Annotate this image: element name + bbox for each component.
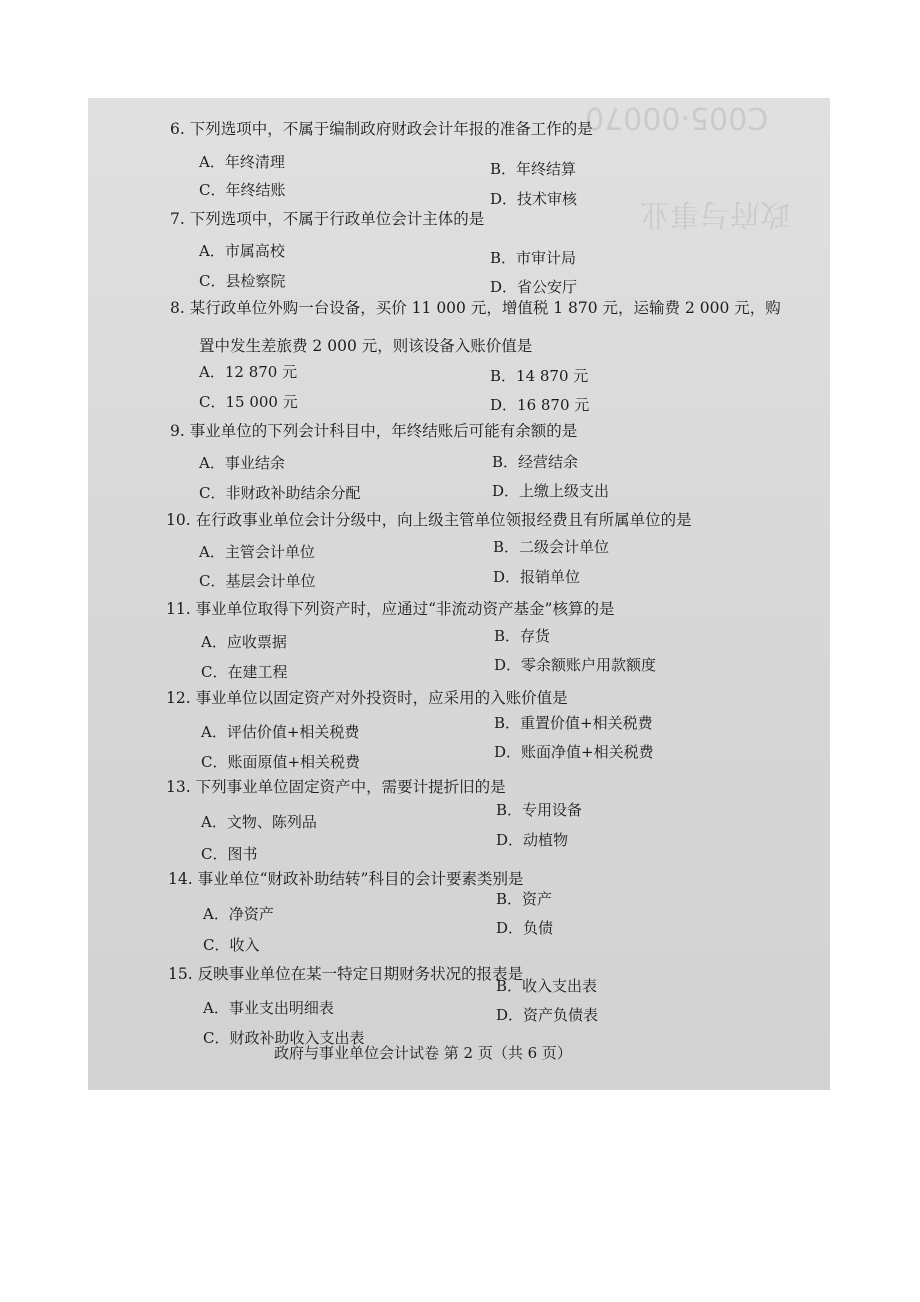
q15-option-d: D．资产负债表 [496,1006,599,1024]
q11-option-c: C．在建工程 [201,663,288,681]
q10-option-c: C．基层会计单位 [199,572,316,590]
question-15: 15. 反映事业单位在某一特定日期财务状况的报表是 [168,965,524,983]
q12-option-b: B．重置价值+相关税费 [494,714,653,732]
q13-option-d: D．动植物 [496,831,569,849]
q14-option-d: D．负债 [496,919,554,937]
question-10: 10. 在行政事业单位会计分级中，向上级主管单位领报经费且有所属单位的是 [166,511,692,529]
q6-option-d: D．技术审核 [490,190,578,208]
question-13: 13. 下列事业单位固定资产中，需要计提折旧的是 [166,778,506,796]
q9-option-b: B．经营结余 [492,453,579,471]
q9-option-c: C．非财政补助结余分配 [199,484,361,502]
q8-option-d: D．16 870 元 [490,396,590,414]
q9-option-a: A．事业结余 [199,454,285,472]
q13-option-c: C．图书 [201,845,258,863]
question-11: 11. 事业单位取得下列资产时，应通过“非流动资产基金”核算的是 [166,600,615,618]
q6-option-a: A．年终清理 [199,153,285,171]
question-9: 9. 事业单位的下列会计科目中，年终结账后可能有余额的是 [170,422,578,440]
q11-option-b: B．存货 [494,627,551,645]
question-8: 8. 某行政单位外购一台设备，买价 11 000 元，增值税 1 870 元，运输费 2 000 元，购 [170,299,781,317]
q7-option-d: D．省公安厅 [490,278,578,296]
q12-option-c: C．账面原值+相关税费 [201,753,361,771]
question-12: 12. 事业单位以固定资产对外投资时，应采用的入账价值是 [166,689,568,707]
q7-option-a: A．市属高校 [199,242,285,260]
q14-option-b: B．资产 [496,890,553,908]
q6-option-b: B．年终结算 [490,160,577,178]
q13-option-b: B．专用设备 [496,801,583,819]
q7-option-c: C．县检察院 [199,272,286,290]
bleed-through-text: 政府与事业 [640,196,790,231]
q15-option-a: A．事业支出明细表 [203,999,334,1017]
q15-option-b: B．收入支出表 [496,977,598,995]
q11-option-d: D．零余额账户用款额度 [494,656,657,674]
q14-option-a: A．净资产 [203,905,274,923]
q10-option-d: D．报销单位 [493,568,581,586]
q8-option-a: A．12 870 元 [199,363,298,381]
q14-option-c: C．收入 [203,936,260,954]
q7-option-b: B．市审计局 [490,249,577,267]
question-14: 14. 事业单位“财政补助结转”科目的会计要素类别是 [168,870,524,888]
page-footer: 政府与事业单位会计试卷 第 2 页（共 6 页） [274,1044,572,1062]
q13-option-a: A．文物、陈列品 [201,813,317,831]
q8-option-c: C．15 000 元 [199,393,298,411]
q12-option-d: D．账面净值+相关税费 [494,743,654,761]
q12-option-a: A．评估价值+相关税费 [201,723,360,741]
q10-option-b: B．二级会计单位 [493,538,610,556]
question-7: 7. 下列选项中，不属于行政单位会计主体的是 [170,210,485,228]
question-8-continued: 置中发生差旅费 2 000 元，则该设备入账价值是 [199,337,533,355]
q9-option-d: D．上缴上级支出 [492,482,610,500]
q6-option-c: C．年终结账 [199,181,286,199]
q10-option-a: A．主管会计单位 [199,543,315,561]
question-6: 6. 下列选项中，不属于编制政府财政会计年报的准备工作的是 [170,120,593,138]
bleed-through-text: C005·00070 [585,100,769,135]
q15-option-c: C．财政补助收入支出表 [203,1029,365,1047]
q8-option-b: B．14 870 元 [490,367,589,385]
q11-option-a: A．应收票据 [201,633,287,651]
